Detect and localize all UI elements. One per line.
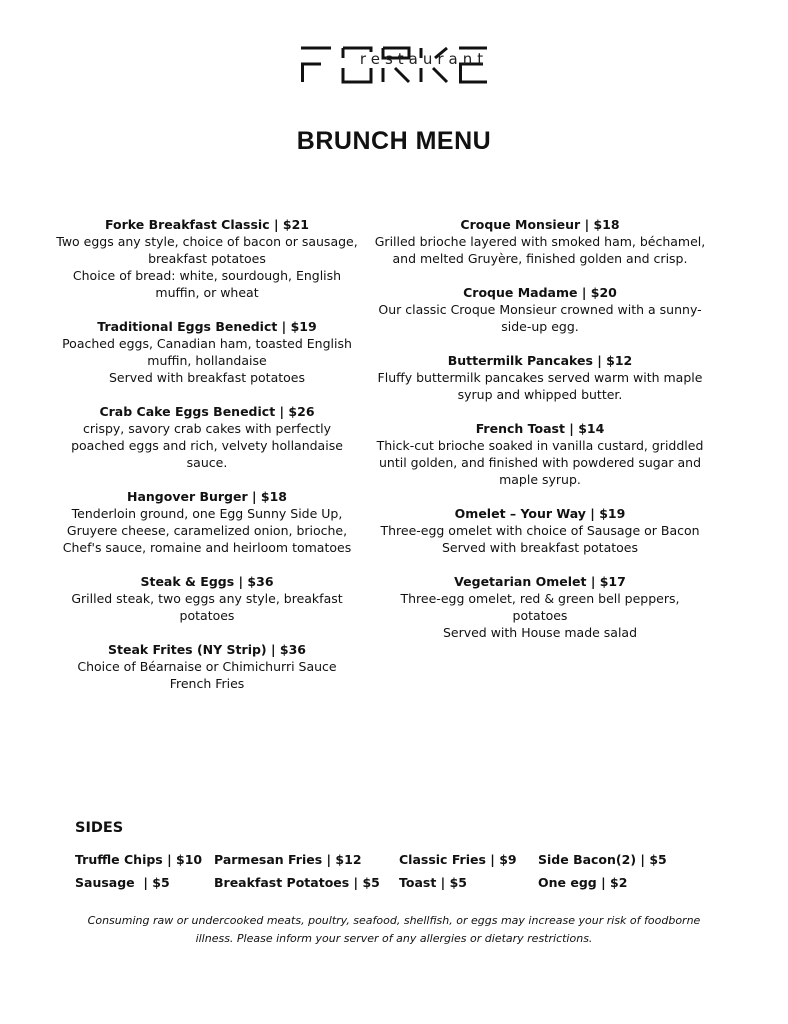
menu-item-description: Tenderloin ground, one Egg Sunny Side Up, bbox=[71, 506, 343, 521]
menu-item-description: French Fries bbox=[169, 676, 245, 691]
menu-item-title: Omelet – Your Way | $19 bbox=[454, 506, 626, 521]
menu-item-title: Croque Monsieur | $18 bbox=[460, 217, 620, 232]
sides-heading: SIDES bbox=[75, 820, 124, 836]
menu-item-description: Fluffy buttermilk pancakes served warm with maple bbox=[377, 370, 703, 385]
menu-item-title: Steak & Eggs | $36 bbox=[140, 574, 274, 589]
menu-item-title: Hangover Burger | $18 bbox=[126, 489, 288, 504]
menu-item-title: Crab Cake Eggs Benedict | $26 bbox=[99, 404, 315, 419]
menu-item-description: side-up egg. bbox=[501, 319, 579, 334]
menu-item-description: syrup and whipped butter. bbox=[457, 387, 623, 402]
menu-item-description: crispy, savory crab cakes with perfectly bbox=[82, 421, 332, 436]
menu-item-description: potatoes bbox=[512, 608, 568, 623]
menu-item-description: Choice of Béarnaise or Chimichurri Sauce bbox=[77, 659, 337, 674]
menu-item-description: Served with breakfast potatoes bbox=[109, 370, 305, 385]
menu-item bbox=[46, 488, 368, 556]
menu-item-title: Forke Breakfast Classic | $21 bbox=[105, 217, 309, 232]
menu-item-description: maple syrup. bbox=[499, 472, 581, 487]
menu-item-description: poached eggs and rich, velvety hollandaise bbox=[71, 438, 343, 453]
menu-item-title: Traditional Eggs Benedict | $19 bbox=[97, 319, 317, 334]
side-item: Classic Fries | $9 bbox=[399, 852, 517, 867]
menu-item-title: French Toast | $14 bbox=[475, 421, 605, 436]
side-item: Side Bacon(2) | $5 bbox=[538, 852, 667, 867]
menu-item bbox=[46, 641, 368, 692]
menu-column-right bbox=[370, 216, 710, 658]
menu-item-description: Grilled brioche layered with smoked ham, béchamel, bbox=[374, 234, 706, 249]
menu-item-description: Gruyere cheese, caramelized onion, brioche, bbox=[66, 523, 348, 538]
side-item: One egg | $2 bbox=[538, 875, 628, 890]
menu-item bbox=[370, 284, 710, 335]
menu-item-description: Grilled steak, two eggs any style, breakfast bbox=[71, 591, 343, 606]
menu-item-description: Three-egg omelet with choice of Sausage or Bacon bbox=[380, 523, 700, 538]
menu-item bbox=[370, 420, 710, 488]
menu-item bbox=[370, 573, 710, 641]
menu-item-description: potatoes bbox=[179, 608, 235, 623]
side-item: Parmesan Fries | $12 bbox=[214, 852, 362, 867]
menu-item-description: Thick-cut brioche soaked in vanilla custard, griddled bbox=[376, 438, 704, 453]
menu-item-description: Three-egg omelet, red & green bell peppers, bbox=[400, 591, 680, 606]
side-item: Truffle Chips | $10 bbox=[75, 852, 203, 867]
menu-item bbox=[370, 505, 710, 556]
side-item: Toast | $5 bbox=[399, 875, 467, 890]
menu-item-description: muffin, or wheat bbox=[155, 285, 259, 300]
menu-item-description: Our classic Croque Monsieur crowned with a sunny- bbox=[378, 302, 702, 317]
menu-item-description: Chef's sauce, romaine and heirloom tomatoes bbox=[62, 540, 352, 555]
brand-name-hidden: FORKE bbox=[392, 85, 396, 86]
menu-item-title: Vegetarian Omelet | $17 bbox=[454, 574, 626, 589]
menu-item-title: Steak Frites (NY Strip) | $36 bbox=[107, 642, 307, 657]
menu-item bbox=[46, 318, 368, 386]
sides-list bbox=[75, 852, 715, 898]
menu-item-description: Served with breakfast potatoes bbox=[442, 540, 638, 555]
menu-item bbox=[46, 573, 368, 624]
allergy-disclaimer: Consuming raw or undercooked meats, poultry, seafood, shellfish, or eggs may increase your risk of foodborne illness. Please inform your server of any allergies or dietary restrictions. bbox=[87, 914, 701, 945]
menu-column-left bbox=[46, 216, 368, 709]
side-item: Sausage | $5 bbox=[75, 875, 170, 890]
menu-item bbox=[370, 352, 710, 403]
menu-item-title: Buttermilk Pancakes | $12 bbox=[447, 353, 633, 368]
menu-item bbox=[46, 403, 368, 471]
page-title: BRUNCH MENU bbox=[296, 127, 492, 155]
menu-item-description: until golden, and finished with powdered sugar and bbox=[378, 455, 702, 470]
side-item: Breakfast Potatoes | $5 bbox=[214, 875, 380, 890]
menu-item-description: breakfast potatoes bbox=[148, 251, 266, 266]
menu-item bbox=[46, 216, 368, 301]
logo-subtitle: restaurant bbox=[359, 50, 489, 68]
menu-item-description: sauce. bbox=[186, 455, 228, 470]
menu-item-description: muffin, hollandaise bbox=[147, 353, 267, 368]
menu-item bbox=[370, 216, 710, 267]
menu-item-description: Served with House made salad bbox=[442, 625, 638, 640]
menu-item-description: and melted Gruyère, finished golden and crisp. bbox=[392, 251, 688, 266]
menu-item-description: Choice of bread: white, sourdough, English bbox=[72, 268, 342, 283]
menu-item-description: Poached eggs, Canadian ham, toasted English bbox=[62, 336, 352, 351]
menu-item-title: Croque Madame | $20 bbox=[463, 285, 617, 300]
menu-item-description: Two eggs any style, choice of bacon or sausage, bbox=[56, 234, 358, 249]
